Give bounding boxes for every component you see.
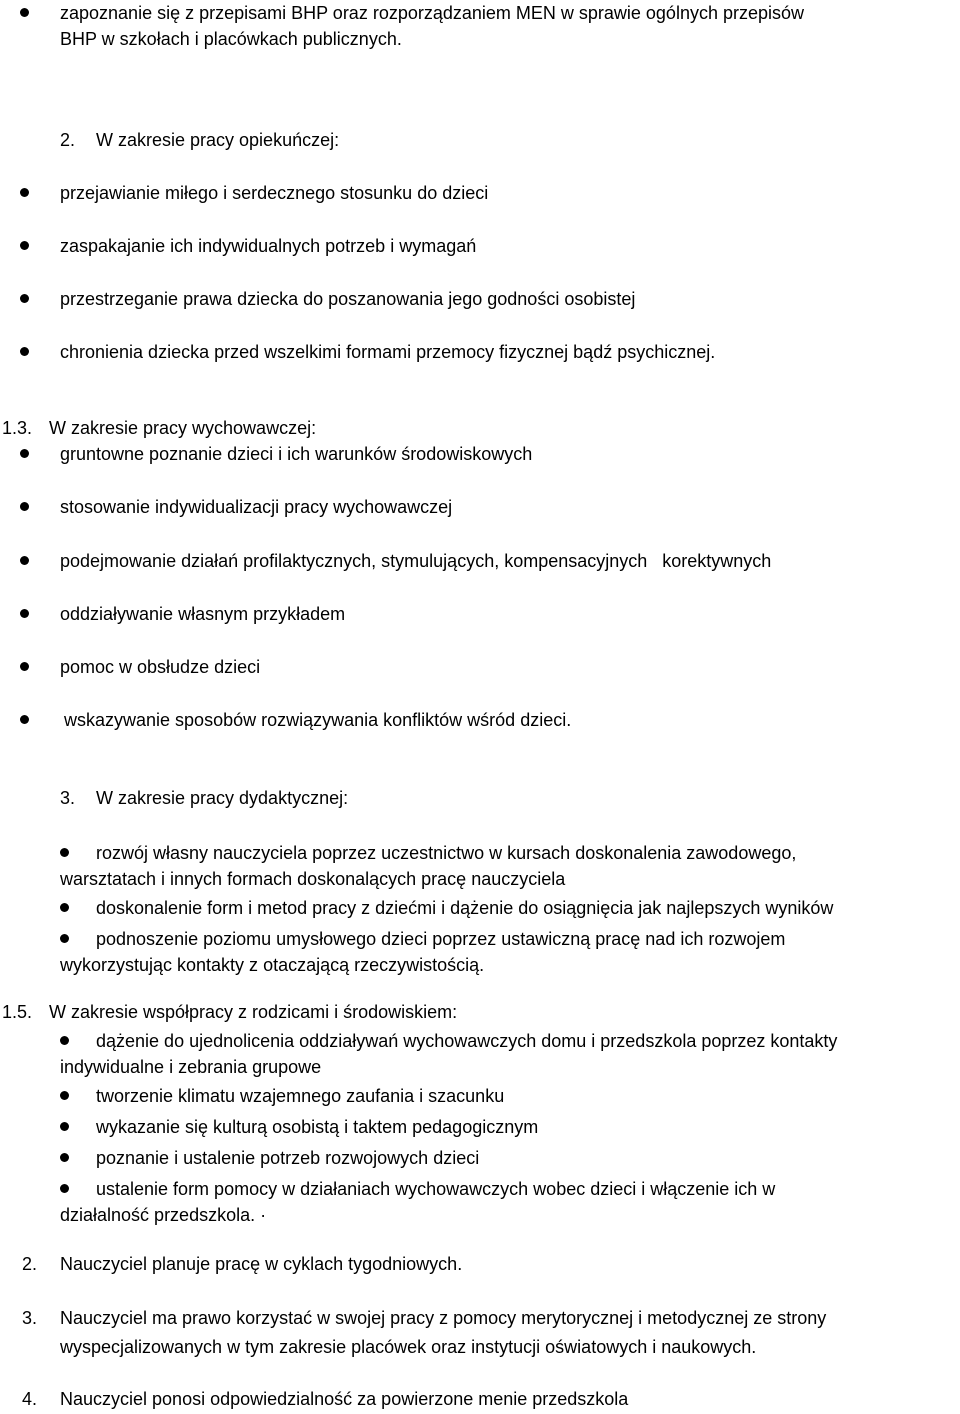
paragraph-4-number: 4. bbox=[22, 1389, 38, 1409]
bullet-icon bbox=[20, 662, 29, 671]
section-3-title: W zakresie pracy dydaktycznej: bbox=[96, 788, 349, 808]
bullet-icon bbox=[20, 609, 29, 618]
bullet-icon bbox=[20, 449, 29, 458]
paragraph-3-number: 3. bbox=[22, 1308, 38, 1328]
intro-line-2: BHP w szkołach i placówkach publicznych. bbox=[60, 29, 402, 49]
list-item: gruntowne poznanie dzieci i ich warunków środowiskowych bbox=[60, 444, 533, 464]
section-1-5-number: 1.5. bbox=[2, 1002, 33, 1022]
bullet-icon bbox=[20, 556, 29, 565]
section-2-title: W zakresie pracy opiekuńczej: bbox=[96, 130, 340, 150]
paragraph-2-number: 2. bbox=[22, 1254, 38, 1274]
bullet-icon bbox=[20, 294, 29, 303]
list-item: rozwój własny nauczyciela poprzez uczestnictwo w kursach doskonalenia zawodowego, bbox=[96, 843, 797, 863]
bullet-icon bbox=[20, 8, 29, 17]
bullet-icon bbox=[60, 1036, 69, 1045]
list-item: wskazywanie sposobów rozwiązywania konfliktów wśród dzieci. bbox=[64, 710, 572, 730]
bullet-icon bbox=[60, 1122, 69, 1131]
paragraph-3-line-1: Nauczyciel ma prawo korzystać w swojej pracy z pomocy merytorycznej i metodycznej ze strony bbox=[60, 1308, 827, 1328]
list-item: chronienia dziecka przed wszelkimi formami przemocy fizycznej bądź psychicznej. bbox=[60, 342, 716, 362]
bullet-icon bbox=[60, 1153, 69, 1162]
list-item: przejawianie miłego i serdecznego stosunku do dzieci bbox=[60, 183, 489, 203]
bullet-icon bbox=[60, 848, 69, 857]
list-item: przestrzeganie prawa dziecka do poszanowania jego godności osobistej bbox=[60, 289, 636, 309]
list-item: poznanie i ustalenie potrzeb rozwojowych dzieci bbox=[96, 1148, 480, 1168]
list-item: oddziaływanie własnym przykładem bbox=[60, 604, 346, 624]
list-item: doskonalenie form i metod pracy z dziećmi i dążenie do osiągnięcia jak najlepszych wyników bbox=[96, 898, 834, 918]
list-item: dążenie do ujednolicenia oddziaływań wychowawczych domu i przedszkola poprzez kontakty bbox=[96, 1031, 838, 1051]
intro-line-1: zapoznanie się z przepisami BHP oraz rozporządzaniem MEN w sprawie ogólnych przepisów bbox=[60, 3, 805, 23]
list-item: wykazanie się kulturą osobistą i taktem pedagogicznym bbox=[96, 1117, 539, 1137]
paragraph-3-line-2: wyspecjalizowanych w tym zakresie placówek oraz instytucji oświatowych i naukowych. bbox=[60, 1337, 757, 1357]
bullet-icon bbox=[60, 903, 69, 912]
list-item-continuation: działalność przedszkola. · bbox=[60, 1205, 267, 1225]
list-item-continuation: warsztatach i innych formach doskonalących pracę nauczyciela bbox=[60, 869, 566, 889]
bullet-icon bbox=[20, 347, 29, 356]
list-item: ustalenie form pomocy w działaniach wychowawczych wobec dzieci i włączenie ich w bbox=[96, 1179, 776, 1199]
bullet-icon bbox=[60, 934, 69, 943]
list-item: podnoszenie poziomu umysłowego dzieci poprzez ustawiczną pracę nad ich rozwojem bbox=[96, 929, 786, 949]
section-2-number: 2. bbox=[60, 130, 76, 150]
list-item-continuation: wykorzystując kontakty z otaczającą rzeczywistością. bbox=[60, 955, 485, 975]
section-1-5-title: W zakresie współpracy z rodzicami i środowiskiem: bbox=[49, 1002, 458, 1022]
section-1-3-title: W zakresie pracy wychowawczej: bbox=[49, 418, 317, 438]
paragraph-2-text: Nauczyciel planuje pracę w cyklach tygodniowych. bbox=[60, 1254, 463, 1274]
list-item: zaspakajanie ich indywidualnych potrzeb i wymagań bbox=[60, 236, 477, 256]
bullet-icon bbox=[20, 188, 29, 197]
paragraph-4-text: Nauczyciel ponosi odpowiedzialność za powierzone menie przedszkola bbox=[60, 1389, 629, 1409]
bullet-icon bbox=[20, 241, 29, 250]
section-1-3-number: 1.3. bbox=[2, 418, 33, 438]
list-item-continuation: indywidualne i zebrania grupowe bbox=[60, 1057, 322, 1077]
list-item: podejmowanie działań profilaktycznych, stymulujących, kompensacyjnych korektywnych bbox=[60, 551, 772, 571]
list-item: stosowanie indywidualizacji pracy wychowawczej bbox=[60, 497, 453, 517]
bullet-icon bbox=[20, 715, 29, 724]
bullet-icon bbox=[20, 502, 29, 511]
bullet-icon bbox=[60, 1091, 69, 1100]
bullet-icon bbox=[60, 1184, 69, 1193]
list-item: pomoc w obsłudze dzieci bbox=[60, 657, 261, 677]
section-3-number: 3. bbox=[60, 788, 76, 808]
list-item: tworzenie klimatu wzajemnego zaufania i szacunku bbox=[96, 1086, 505, 1106]
